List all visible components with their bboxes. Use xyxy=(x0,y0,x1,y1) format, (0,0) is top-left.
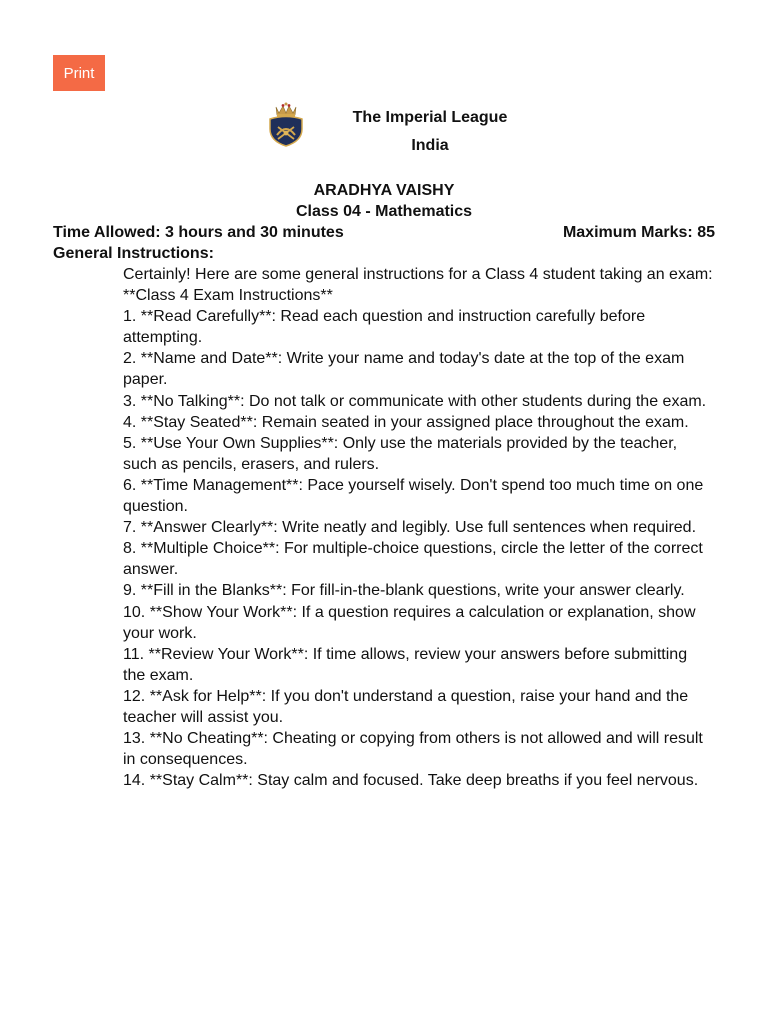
instruction-item: 9. **Fill in the Blanks**: For fill-in-the-blank questions, write your answer clearly. xyxy=(123,582,685,600)
print-button[interactable]: Print xyxy=(53,55,105,91)
general-instructions-title: General Instructions: xyxy=(53,245,214,262)
instructions-body xyxy=(123,264,713,791)
instruction-item: 13. **No Cheating**: Cheating or copying from others is not allowed and will result in consequences. xyxy=(123,730,703,769)
instruction-item: 10. **Show Your Work**: If a question requires a calculation or explanation, show your work. xyxy=(123,603,696,642)
instruction-item: 3. **No Talking**: Do not talk or communicate with other students during the exam. xyxy=(123,392,707,410)
instructions-intro: Certainly! Here are some general instructions for a Class 4 student taking an exam: xyxy=(123,266,713,283)
time-allowed: Time Allowed: 3 hours and 30 minutes xyxy=(53,224,344,241)
instruction-item: 11. **Review Your Work**: If time allows, review your answers before submitting the exam. xyxy=(123,645,688,684)
student-block xyxy=(0,180,768,222)
class-subject: Class 04 - Mathematics xyxy=(295,203,473,220)
instruction-item: 7. **Answer Clearly**: Write neatly and legibly. Use full sentences when required. xyxy=(123,519,697,537)
instruction-item: 2. **Name and Date**: Write your name and today's date at the top of the exam paper. xyxy=(123,350,685,389)
organization-name: The Imperial League xyxy=(352,109,508,126)
instruction-item: 8. **Multiple Choice**: For multiple-choice questions, circle the letter of the correct answer. xyxy=(123,540,703,579)
instruction-item: 1. **Read Carefully**: Read each question and instruction carefully before attempting. xyxy=(123,308,646,347)
instructions-heading: **Class 4 Exam Instructions** xyxy=(123,287,333,305)
instruction-item: 12. **Ask for Help**: If you don't understand a question, raise your hand and the teacher will assist you. xyxy=(123,687,689,726)
instruction-item: 5. **Use Your Own Supplies**: Only use the materials provided by the teacher, such as pencils, erasers, and rulers. xyxy=(123,434,678,473)
max-marks: Maximum Marks: 85 xyxy=(562,224,715,241)
instruction-item: 6. **Time Management**: Pace yourself wisely. Don't spend too much time on one question. xyxy=(123,476,704,516)
crown-emblem-icon xyxy=(254,93,318,157)
exam-meta xyxy=(53,222,715,243)
instruction-item: 14. **Stay Calm**: Stay calm and focused. Take deep breaths if you feel nervous. xyxy=(123,772,699,790)
organization-country: India xyxy=(411,137,449,154)
instruction-item: 4. **Stay Seated**: Remain seated in your assigned place throughout the exam. xyxy=(123,413,689,431)
student-name: ARADHYA VAISHY xyxy=(313,182,455,199)
organization-header xyxy=(330,104,530,160)
